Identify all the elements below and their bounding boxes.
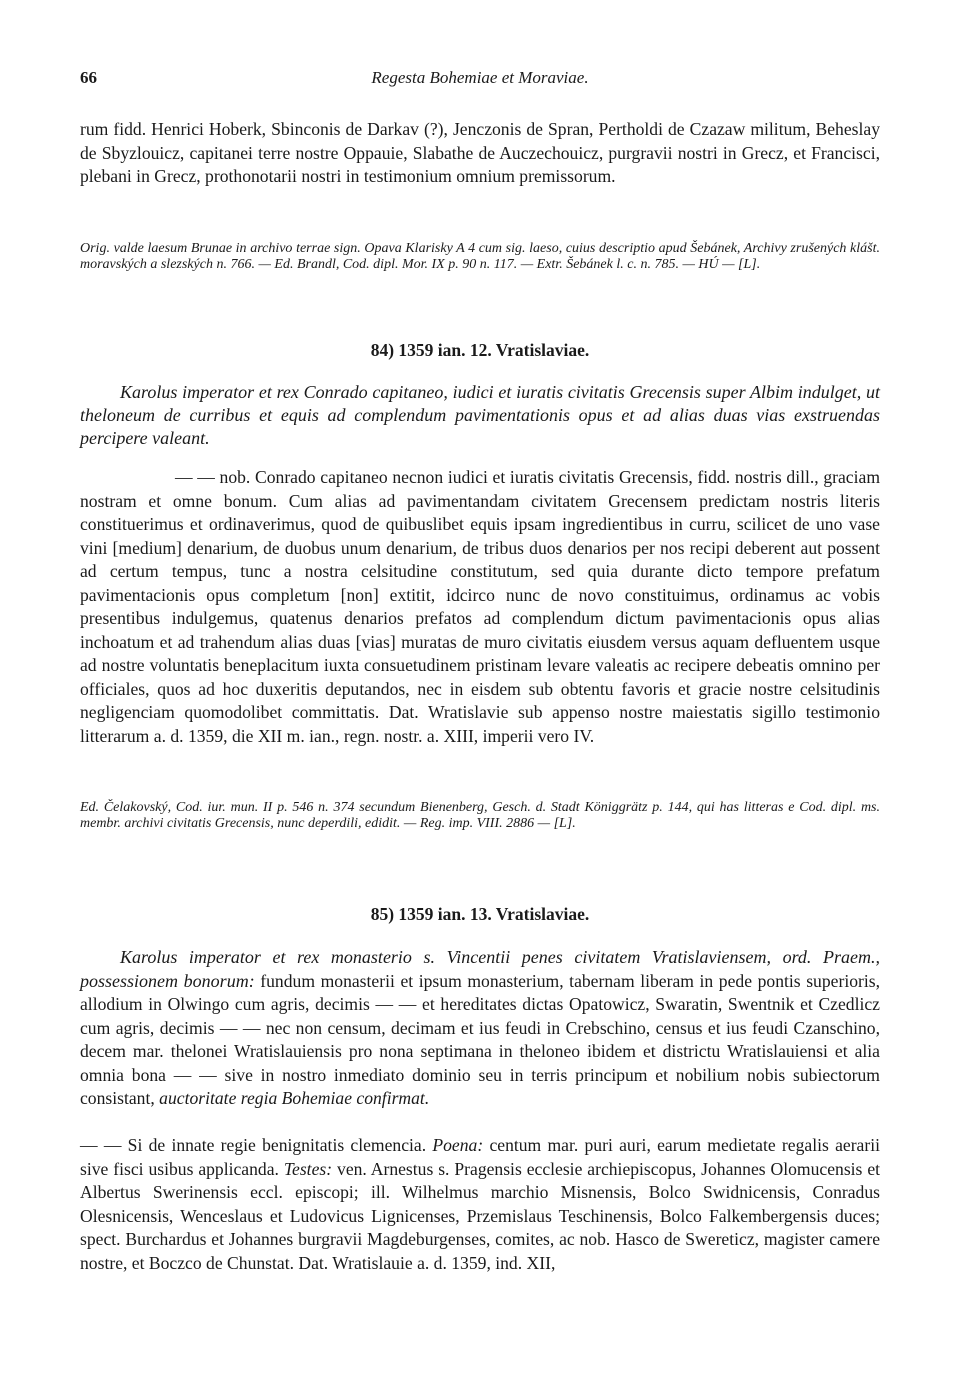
regest-italic: Karolus imperator et rex monasterio s. Vincentii penes civitatem Vratislaviensem, ord. Praem., possessionem bonorum: <box>80 947 880 991</box>
document-84-regest <box>80 381 880 450</box>
regest-text: Karolus imperator et rex Conrado capitaneo, iudici et iuratis civitatis Grecensis super Albim indulget, ut theloneum de curribus et equis ad complendum pavimentationis opus et ad alias duas vias exstruendas percipere valeant. <box>80 382 880 448</box>
source-note-text: Orig. valde laesum Brunae in archivo terrae sign. Opava Klarisky A 4 cum sig. laeso, cuius descriptio apud Šebánek, Archivy zrušených klášt. moravských a slezských n. 766. — Ed. Brandl, Cod. dipl. Mor. IX p. 90 n. 117. — Extr. Šebánek l. c. n. 785. — HÚ — [L]. <box>80 241 880 272</box>
continued-paragraph <box>80 118 880 189</box>
page-header <box>80 68 880 94</box>
document-text <box>80 1134 880 1275</box>
text-part-1: — — Si de innate regie benignitatis clemencia. <box>80 1135 427 1155</box>
regest-roman: fundum monasterii et ipsum monasterium, tabernam liberam in pede pontis superioris, allodium in Olwingo cum agris, decimis — — et hereditates dictas Opatowicz, Swaratin, Swentnik et Czedlicz cum agris, decimis — — nec non censum, decimam et ius feudi in Crebschino, census et ius feudi Czanschino, decem mar. thelonei Wratislauiensis pro nona septimana in theloneo ibidem et districtu Wratislauiensi et alia omnia bona — — sive in nostro inmediato dominio seu in terris principum et nobilium nobis subiectorum consistant, <box>80 970 880 1108</box>
text-part-2: centum mar. puri auri, earum medietate regalis aerarii sive fisci usibus applicanda. <box>80 1135 880 1179</box>
page-number: 66 <box>80 68 97 87</box>
document-84-heading: 84) 1359 ian. 12. Vratislaviae. <box>370 340 590 360</box>
text-part-3: ven. Arnestus s. Pragensis ecclesie archiepiscopus, Johannes Olomucensis et Albertus Swerinensis eccl. episcopi; ill. Wilhelmus marchio Misnensis, Bolco Swidnicensis, Conradus Olesnicensis, Wenceslaus et Ludovicus Lignicenses, Przemislaus Teschinensis, Bolco Falkembergensis duces; spect. Burchardus et Johannes burgravii Magdeburgenses, comites, ac nob. Hasco de Swereticz, magister camere nostre, et Boczco de Chunstat. Dat. Wratislauie a. d. 1359, ind. XII, <box>80 1158 881 1273</box>
poena-label: Poena: <box>432 1135 484 1155</box>
regest-end: auctoritate regia Bohemiae confirmat. <box>159 1088 430 1108</box>
source-note-83 <box>80 241 880 272</box>
testes-label: Testes: <box>283 1158 333 1179</box>
document-85-text <box>80 1134 880 1275</box>
source-note-text: Ed. Čelakovský, Cod. iur. mun. II p. 546 n. 374 secundum Bienenberg, Gesch. d. Stadt Königgrätz p. 144, qui has litteras e Cod. dipl. ms. membr. archivi civitatis Grecensis, nunc deperdili, edidit. — Reg. imp. VIII. 2886 — [L]. <box>80 800 880 831</box>
continued-text: rum fidd. Henrici Hoberk, Sbinconis de Darkav (?), Jenczonis de Spran, Pertholdi de Czazaw militum, Beheslay de Sbyzlouicz, capitanei terre nostre Oppauie, Slabathe de Auczechouicz, purgravii nostri in Grecz, et Francisci, plebani in Grecz, prothonotarii nostri in testimonium omnium premissorum. <box>80 119 880 186</box>
document-85-heading: 85) 1359 ian. 13. Vratislaviae. <box>370 904 590 924</box>
running-title: Regesta Bohemiae et Moraviae. <box>371 68 589 87</box>
document-85-regest <box>80 946 880 1111</box>
document-text: — — nob. Conrado capitaneo necnon iudici et iuratis civitatis Grecensis, fidd. nostris dill., graciam nostram et omne bonum. Cum alias ad pavimentandam civitatem Grecensem predictam nostris literis constituerimus et ordinaverimus, quod de quibuslibet equis ipsam ingredientibus in curru, scilicet de uno vase vini [medium] denarium, de duobus unum denarium, de tribus duos denarios per nos recipi deberent aut possent ad certum tempus, tunc a nostra celsitudine constitutum, sed quia durante dicto tempore prefatum pavimentacionis opus completum [non] extitit, idcirco nunc de novo constituimus, ordinamus ac vobis presentibus indulgemus, quatenus denarios prefatos ad complendum dictum pavimentacionis opus alias inchoatum et ad trahendum alias duas [vias] muratas de muro civitatis eiusdem versus aquam defluentem usque ad nostre voluntatis beneplacitum iuxta consuetudinem pristinam levare valeatis ac recipere debeatis omnino per officiales, quos ad hoc duxeritis deputandos, nec in eisdem sub obtentu favoris et gracie nostre celsitudinis negligenciam quomodolibet committatis. Dat. Wratislavie sub appenso nostre maiestatis sigillo testimonio litterarum a. d. 1359, die XII m. ian., regn. nostr. a. XIII, imperii vero IV. <box>80 467 880 746</box>
document-84-text <box>80 466 880 748</box>
regest-paragraph <box>80 946 880 1111</box>
source-note-84 <box>80 800 880 831</box>
